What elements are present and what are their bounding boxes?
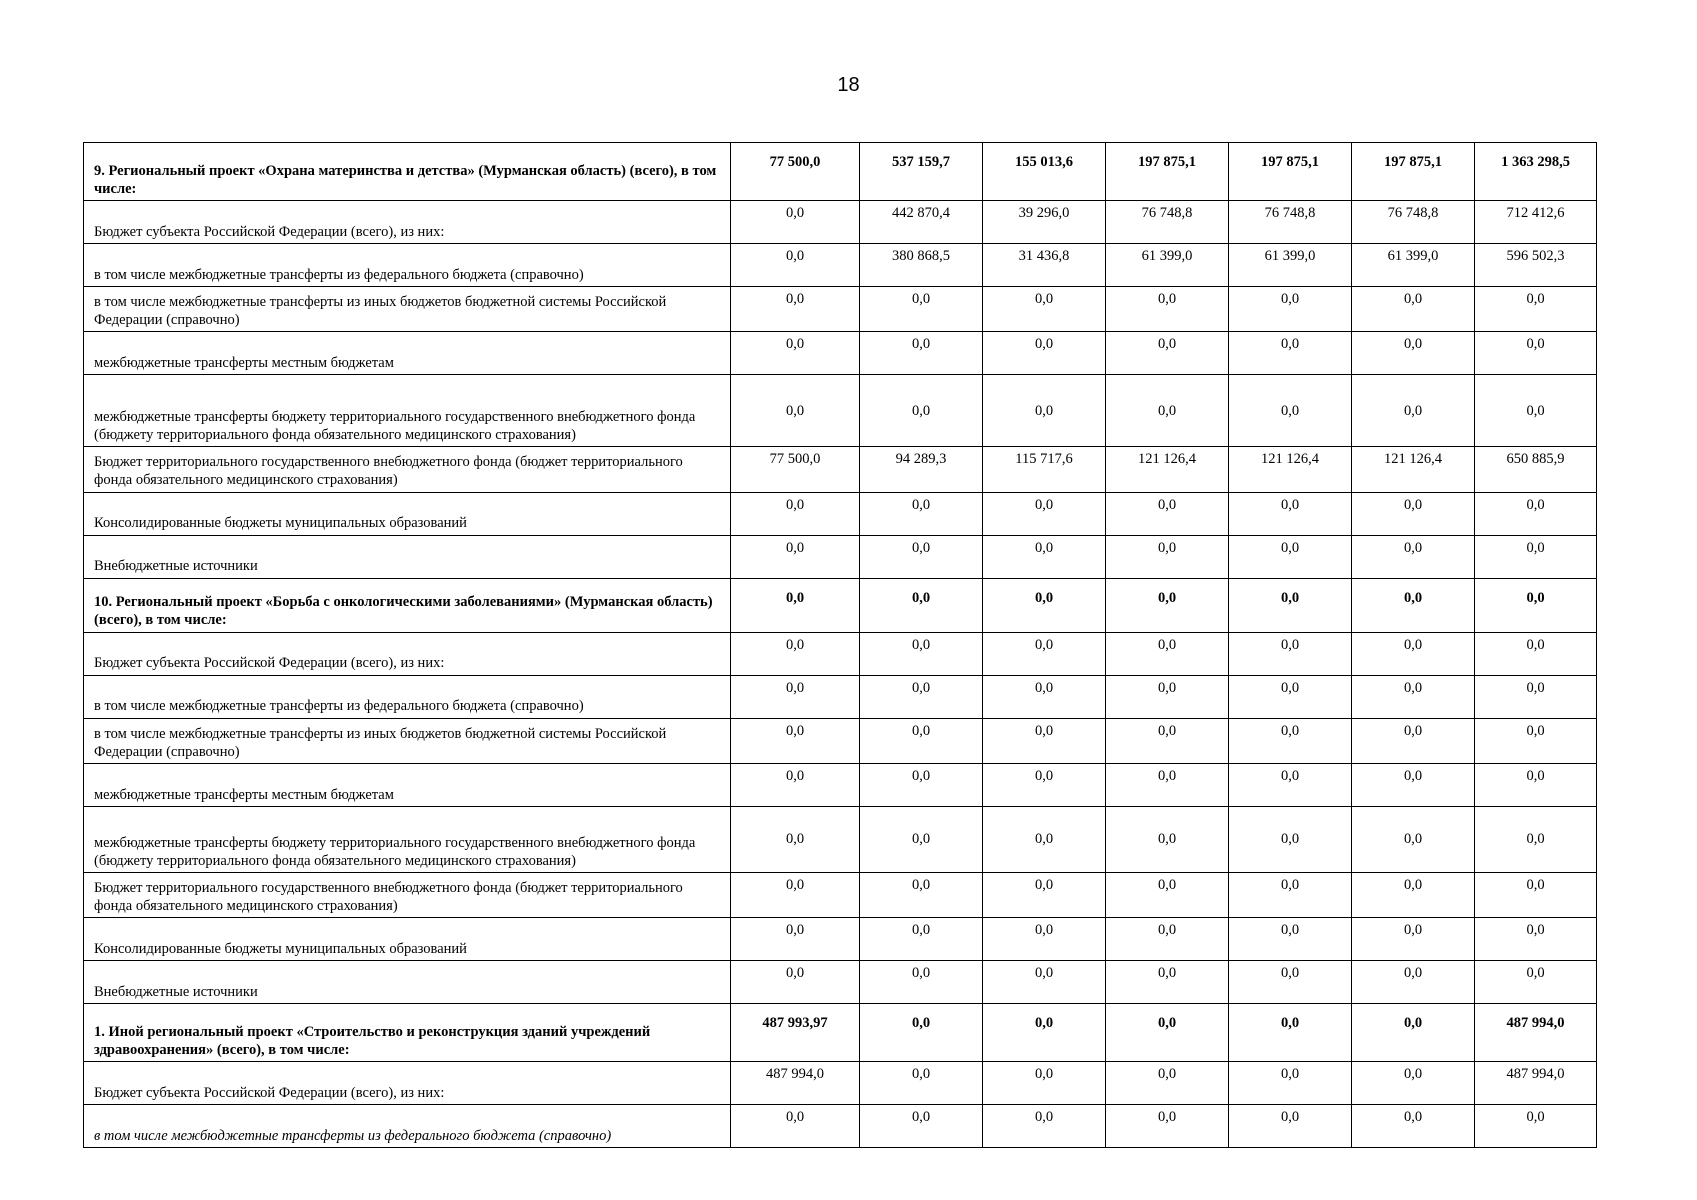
value-cell: 61 399,0 [1352, 244, 1475, 287]
row-label: 1. Иной региональный проект «Строительство и реконструкция зданий учреждений здравоохранения» (всего), в том числе: [84, 1004, 731, 1062]
value-cell: 0,0 [1352, 918, 1475, 961]
value-cell: 0,0 [983, 675, 1106, 718]
value-cell: 77 500,0 [731, 143, 860, 201]
value-cell: 0,0 [1475, 872, 1597, 917]
value-cell: 0,0 [1229, 375, 1352, 447]
table-row [84, 201, 1597, 244]
value-cell: 0,0 [1106, 1062, 1229, 1105]
table-row [84, 918, 1597, 961]
value-cell: 712 412,6 [1475, 201, 1597, 244]
row-label: Бюджет субъекта Российской Федерации (всего), из них: [84, 201, 731, 244]
value-cell: 0,0 [983, 1062, 1106, 1105]
page-number: 18 [837, 74, 860, 96]
value-cell: 487 994,0 [1475, 1004, 1597, 1062]
row-label: межбюджетные трансферты бюджету территориального государственного внебюджетного фонда (бюджету территориального фонда обязательного медицинского страхования) [84, 375, 731, 447]
value-cell: 61 399,0 [1229, 244, 1352, 287]
value-cell: 0,0 [1106, 492, 1229, 535]
value-cell: 0,0 [1352, 718, 1475, 763]
value-cell: 0,0 [731, 375, 860, 447]
value-cell: 0,0 [860, 578, 983, 632]
row-label: Консолидированные бюджеты муниципальных образований [84, 918, 731, 961]
value-cell: 0,0 [1106, 535, 1229, 578]
row-label: межбюджетные трансферты местным бюджетам [84, 763, 731, 806]
value-cell: 0,0 [983, 332, 1106, 375]
value-cell: 0,0 [860, 763, 983, 806]
row-label: в том числе межбюджетные трансферты из федерального бюджета (справочно) [84, 675, 731, 718]
value-cell: 0,0 [1106, 375, 1229, 447]
row-label: в том числе межбюджетные трансферты из иных бюджетов бюджетной системы Российской Федерации (справочно) [84, 287, 731, 332]
table-row [84, 244, 1597, 287]
value-cell: 61 399,0 [1106, 244, 1229, 287]
value-cell: 0,0 [860, 1004, 983, 1062]
table-row [84, 763, 1597, 806]
row-label: 10. Региональный проект «Борьба с онкологическими заболеваниями» (Мурманская область) (всего), в том числе: [84, 578, 731, 632]
table-row [84, 447, 1597, 492]
value-cell: 155 013,6 [983, 143, 1106, 201]
value-cell: 0,0 [1229, 1062, 1352, 1105]
value-cell: 0,0 [731, 535, 860, 578]
value-cell: 0,0 [731, 578, 860, 632]
table-row [84, 718, 1597, 763]
value-cell: 487 993,97 [731, 1004, 860, 1062]
table-row [84, 806, 1597, 872]
value-cell: 0,0 [1352, 806, 1475, 872]
value-cell: 0,0 [1352, 578, 1475, 632]
value-cell: 0,0 [1352, 1062, 1475, 1105]
value-cell: 0,0 [860, 961, 983, 1004]
value-cell: 650 885,9 [1475, 447, 1597, 492]
budget-table [83, 142, 1597, 1148]
value-cell: 0,0 [1229, 806, 1352, 872]
value-cell: 0,0 [983, 287, 1106, 332]
value-cell: 0,0 [860, 918, 983, 961]
table-row [84, 1105, 1597, 1148]
value-cell: 0,0 [1352, 872, 1475, 917]
value-cell: 115 717,6 [983, 447, 1106, 492]
value-cell: 0,0 [1475, 492, 1597, 535]
value-cell: 0,0 [1106, 806, 1229, 872]
value-cell: 0,0 [983, 535, 1106, 578]
row-label: Бюджет территориального государственного внебюджетного фонда (бюджет территориального фонда обязательного медицинского страхования) [84, 447, 731, 492]
value-cell: 0,0 [1352, 632, 1475, 675]
value-cell: 487 994,0 [1475, 1062, 1597, 1105]
row-label: в том числе межбюджетные трансферты из иных бюджетов бюджетной системы Российской Федерации (справочно) [84, 718, 731, 763]
value-cell: 0,0 [983, 375, 1106, 447]
row-label: 9. Региональный проект «Охрана материнства и детства» (Мурманская область) (всего), в том числе: [84, 143, 731, 201]
value-cell: 0,0 [1229, 492, 1352, 535]
table-row [84, 578, 1597, 632]
value-cell: 0,0 [1475, 332, 1597, 375]
value-cell: 0,0 [1352, 535, 1475, 578]
value-cell: 0,0 [731, 632, 860, 675]
value-cell: 0,0 [1475, 806, 1597, 872]
value-cell: 0,0 [860, 806, 983, 872]
value-cell: 0,0 [731, 1105, 860, 1148]
value-cell: 0,0 [1229, 535, 1352, 578]
value-cell: 121 126,4 [1106, 447, 1229, 492]
value-cell: 0,0 [1229, 578, 1352, 632]
value-cell: 0,0 [731, 201, 860, 244]
value-cell: 0,0 [1475, 287, 1597, 332]
table-row [84, 632, 1597, 675]
value-cell: 380 868,5 [860, 244, 983, 287]
value-cell: 0,0 [1106, 918, 1229, 961]
value-cell: 0,0 [1352, 287, 1475, 332]
row-label: Бюджет субъекта Российской Федерации (всего), из них: [84, 1062, 731, 1105]
value-cell: 0,0 [1352, 1004, 1475, 1062]
value-cell: 0,0 [983, 1105, 1106, 1148]
value-cell: 0,0 [983, 492, 1106, 535]
value-cell: 76 748,8 [1106, 201, 1229, 244]
value-cell: 0,0 [1352, 332, 1475, 375]
value-cell: 0,0 [731, 287, 860, 332]
value-cell: 0,0 [1106, 675, 1229, 718]
value-cell: 0,0 [860, 718, 983, 763]
value-cell: 0,0 [983, 1004, 1106, 1062]
value-cell: 0,0 [731, 763, 860, 806]
value-cell: 0,0 [1475, 961, 1597, 1004]
value-cell: 0,0 [1352, 961, 1475, 1004]
value-cell: 0,0 [860, 1062, 983, 1105]
value-cell: 0,0 [1106, 1004, 1229, 1062]
value-cell: 0,0 [731, 332, 860, 375]
value-cell: 94 289,3 [860, 447, 983, 492]
value-cell: 0,0 [860, 375, 983, 447]
value-cell: 0,0 [1106, 578, 1229, 632]
value-cell: 0,0 [1106, 632, 1229, 675]
value-cell: 39 296,0 [983, 201, 1106, 244]
value-cell: 0,0 [860, 535, 983, 578]
table-row [84, 872, 1597, 917]
row-label: Бюджет территориального государственного внебюджетного фонда (бюджет территориального фонда обязательного медицинского страхования) [84, 872, 731, 917]
value-cell: 77 500,0 [731, 447, 860, 492]
table-row [84, 375, 1597, 447]
value-cell: 0,0 [1106, 287, 1229, 332]
value-cell: 0,0 [860, 872, 983, 917]
value-cell: 0,0 [1475, 578, 1597, 632]
row-label: Внебюджетные источники [84, 961, 731, 1004]
value-cell: 0,0 [1229, 872, 1352, 917]
table-row [84, 961, 1597, 1004]
value-cell: 0,0 [731, 872, 860, 917]
value-cell: 0,0 [1475, 535, 1597, 578]
value-cell: 0,0 [1475, 675, 1597, 718]
value-cell: 0,0 [860, 287, 983, 332]
value-cell: 0,0 [1229, 961, 1352, 1004]
value-cell: 76 748,8 [1352, 201, 1475, 244]
value-cell: 0,0 [1352, 492, 1475, 535]
value-cell: 442 870,4 [860, 201, 983, 244]
table-row [84, 1062, 1597, 1105]
value-cell: 0,0 [983, 806, 1106, 872]
value-cell: 0,0 [1352, 375, 1475, 447]
row-label: в том числе межбюджетные трансферты из федерального бюджета (справочно) [84, 1105, 731, 1148]
value-cell: 0,0 [1106, 961, 1229, 1004]
value-cell: 0,0 [860, 1105, 983, 1148]
value-cell: 0,0 [860, 332, 983, 375]
value-cell: 0,0 [731, 918, 860, 961]
value-cell: 0,0 [983, 632, 1106, 675]
value-cell: 0,0 [983, 961, 1106, 1004]
value-cell: 0,0 [983, 718, 1106, 763]
row-label: в том числе межбюджетные трансферты из федерального бюджета (справочно) [84, 244, 731, 287]
value-cell: 0,0 [731, 244, 860, 287]
value-cell: 0,0 [1475, 1105, 1597, 1148]
value-cell: 0,0 [983, 763, 1106, 806]
value-cell: 0,0 [1475, 718, 1597, 763]
value-cell: 0,0 [1352, 1105, 1475, 1148]
value-cell: 0,0 [860, 492, 983, 535]
row-label: межбюджетные трансферты местным бюджетам [84, 332, 731, 375]
value-cell: 0,0 [983, 872, 1106, 917]
value-cell: 0,0 [1229, 1105, 1352, 1148]
value-cell: 0,0 [731, 961, 860, 1004]
value-cell: 0,0 [1106, 872, 1229, 917]
row-label: Консолидированные бюджеты муниципальных образований [84, 492, 731, 535]
value-cell: 0,0 [1475, 632, 1597, 675]
table-row [84, 535, 1597, 578]
value-cell: 596 502,3 [1475, 244, 1597, 287]
value-cell: 0,0 [1106, 763, 1229, 806]
value-cell: 121 126,4 [1229, 447, 1352, 492]
value-cell: 76 748,8 [1229, 201, 1352, 244]
value-cell: 31 436,8 [983, 244, 1106, 287]
value-cell: 0,0 [1475, 918, 1597, 961]
value-cell: 0,0 [1229, 632, 1352, 675]
table-row [84, 143, 1597, 201]
value-cell: 0,0 [1229, 1004, 1352, 1062]
row-label: Внебюджетные источники [84, 535, 731, 578]
value-cell: 197 875,1 [1106, 143, 1229, 201]
value-cell: 0,0 [1106, 718, 1229, 763]
table-row [84, 332, 1597, 375]
value-cell: 0,0 [1352, 763, 1475, 806]
value-cell: 0,0 [1229, 718, 1352, 763]
value-cell: 197 875,1 [1352, 143, 1475, 201]
value-cell: 0,0 [1106, 332, 1229, 375]
value-cell: 0,0 [731, 806, 860, 872]
row-label: Бюджет субъекта Российской Федерации (всего), из них: [84, 632, 731, 675]
value-cell: 0,0 [1229, 675, 1352, 718]
value-cell: 1 363 298,5 [1475, 143, 1597, 201]
value-cell: 0,0 [1229, 763, 1352, 806]
value-cell: 0,0 [1475, 763, 1597, 806]
value-cell: 0,0 [860, 675, 983, 718]
table-row [84, 492, 1597, 535]
value-cell: 0,0 [731, 492, 860, 535]
value-cell: 0,0 [1352, 675, 1475, 718]
value-cell: 0,0 [1229, 332, 1352, 375]
value-cell: 0,0 [983, 578, 1106, 632]
value-cell: 0,0 [983, 918, 1106, 961]
value-cell: 0,0 [731, 718, 860, 763]
value-cell: 0,0 [1229, 918, 1352, 961]
value-cell: 0,0 [1475, 375, 1597, 447]
value-cell: 0,0 [1229, 287, 1352, 332]
table-row [84, 675, 1597, 718]
value-cell: 0,0 [1106, 1105, 1229, 1148]
table-row [84, 287, 1597, 332]
table-row [84, 1004, 1597, 1062]
value-cell: 0,0 [860, 632, 983, 675]
value-cell: 487 994,0 [731, 1062, 860, 1105]
value-cell: 537 159,7 [860, 143, 983, 201]
row-label: межбюджетные трансферты бюджету территориального государственного внебюджетного фонда (бюджету территориального фонда обязательного медицинского страхования) [84, 806, 731, 872]
value-cell: 121 126,4 [1352, 447, 1475, 492]
value-cell: 0,0 [731, 675, 860, 718]
value-cell: 197 875,1 [1229, 143, 1352, 201]
